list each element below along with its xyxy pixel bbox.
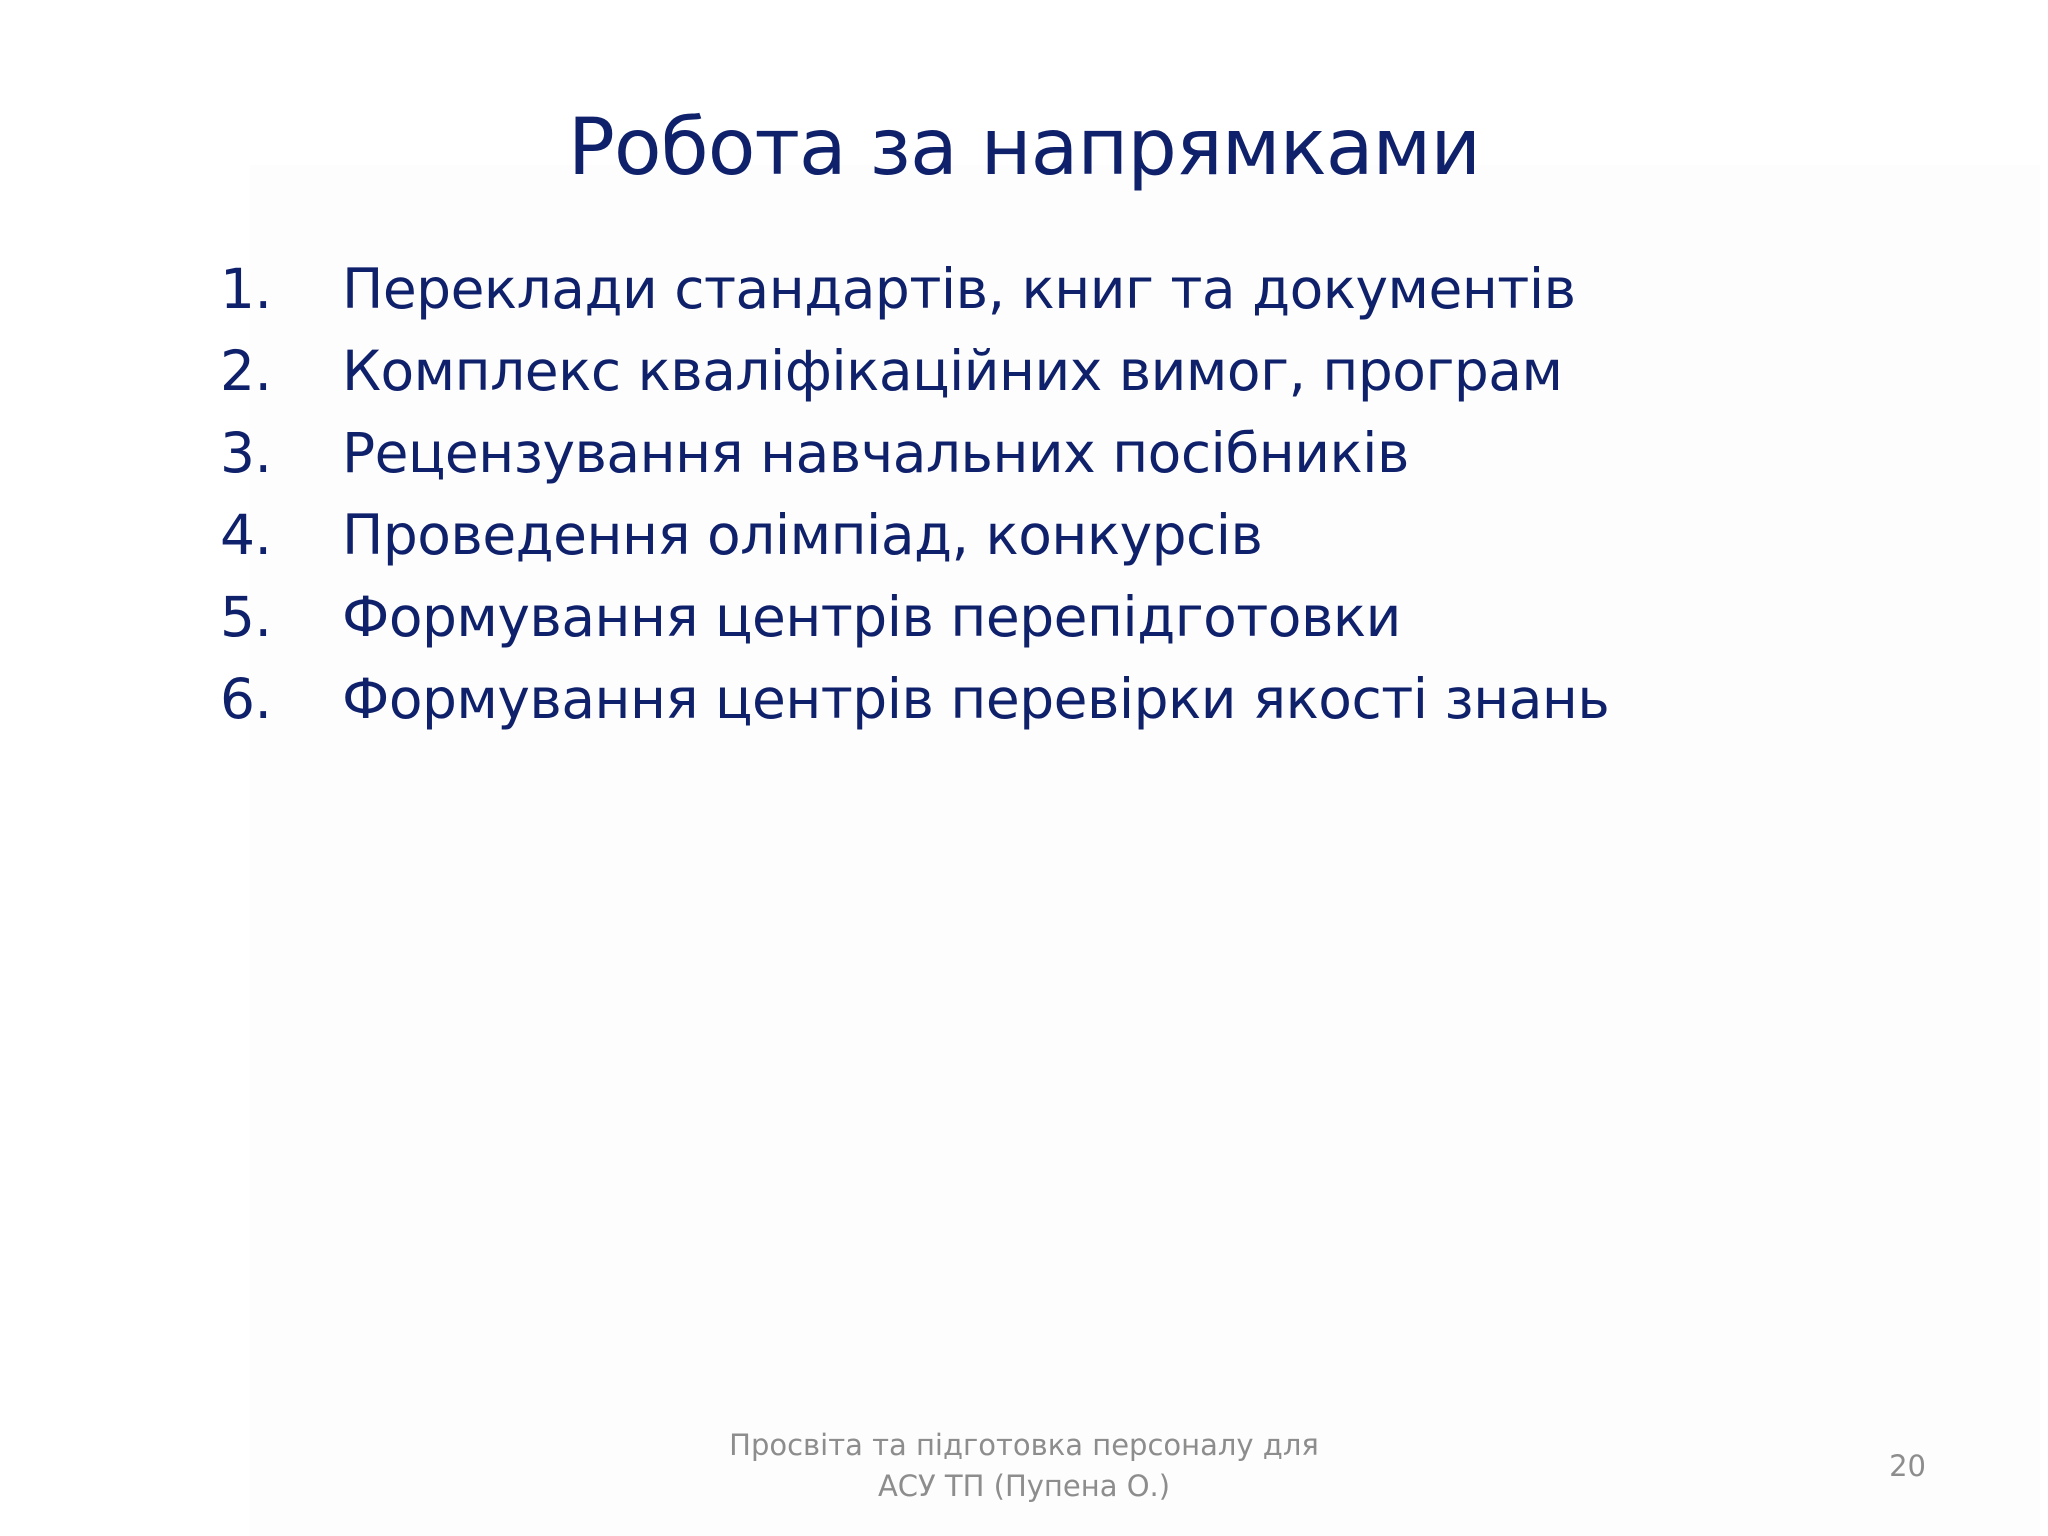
footer-line-2: АСУ ТП (Пупена О.) xyxy=(877,1469,1171,1503)
list-item-text: Переклади стандартів, книг та документів xyxy=(341,257,1576,321)
list-item-text: Комплекс кваліфікаційних вимог, програм xyxy=(341,339,1563,403)
list-item-text: Рецензування навчальних посібників xyxy=(341,421,1409,485)
list-item-retraining-centers xyxy=(220,576,1609,658)
list-item-number: 6. xyxy=(220,667,272,731)
page-number: 20 xyxy=(1889,1449,1926,1483)
list-item-number: 3. xyxy=(220,421,272,485)
slide-footer xyxy=(624,1425,1424,1507)
list-item-text: Формування центрів перевірки якості знань xyxy=(341,667,1610,731)
list-item-number: 4. xyxy=(220,503,272,567)
footer-line-1: Просвіта та підготовка персоналу для xyxy=(729,1428,1319,1462)
list-item-text: Проведення олімпіад, конкурсів xyxy=(341,503,1263,567)
list-item-knowledge-quality-centers xyxy=(220,658,1609,740)
list-item-translations xyxy=(220,248,1609,330)
list-item-number: 1. xyxy=(220,257,272,321)
list-item-text: Формування центрів перепідготовки xyxy=(341,585,1401,649)
list-item-qualification-requirements xyxy=(220,330,1609,412)
list-item-number: 5. xyxy=(220,585,272,649)
slide-title: Робота за напрямками xyxy=(567,103,1481,194)
list-item-olympiads-contests xyxy=(220,494,1609,576)
list-item-manual-reviews xyxy=(220,412,1609,494)
directions-list xyxy=(220,248,1609,740)
list-item-number: 2. xyxy=(220,339,272,403)
